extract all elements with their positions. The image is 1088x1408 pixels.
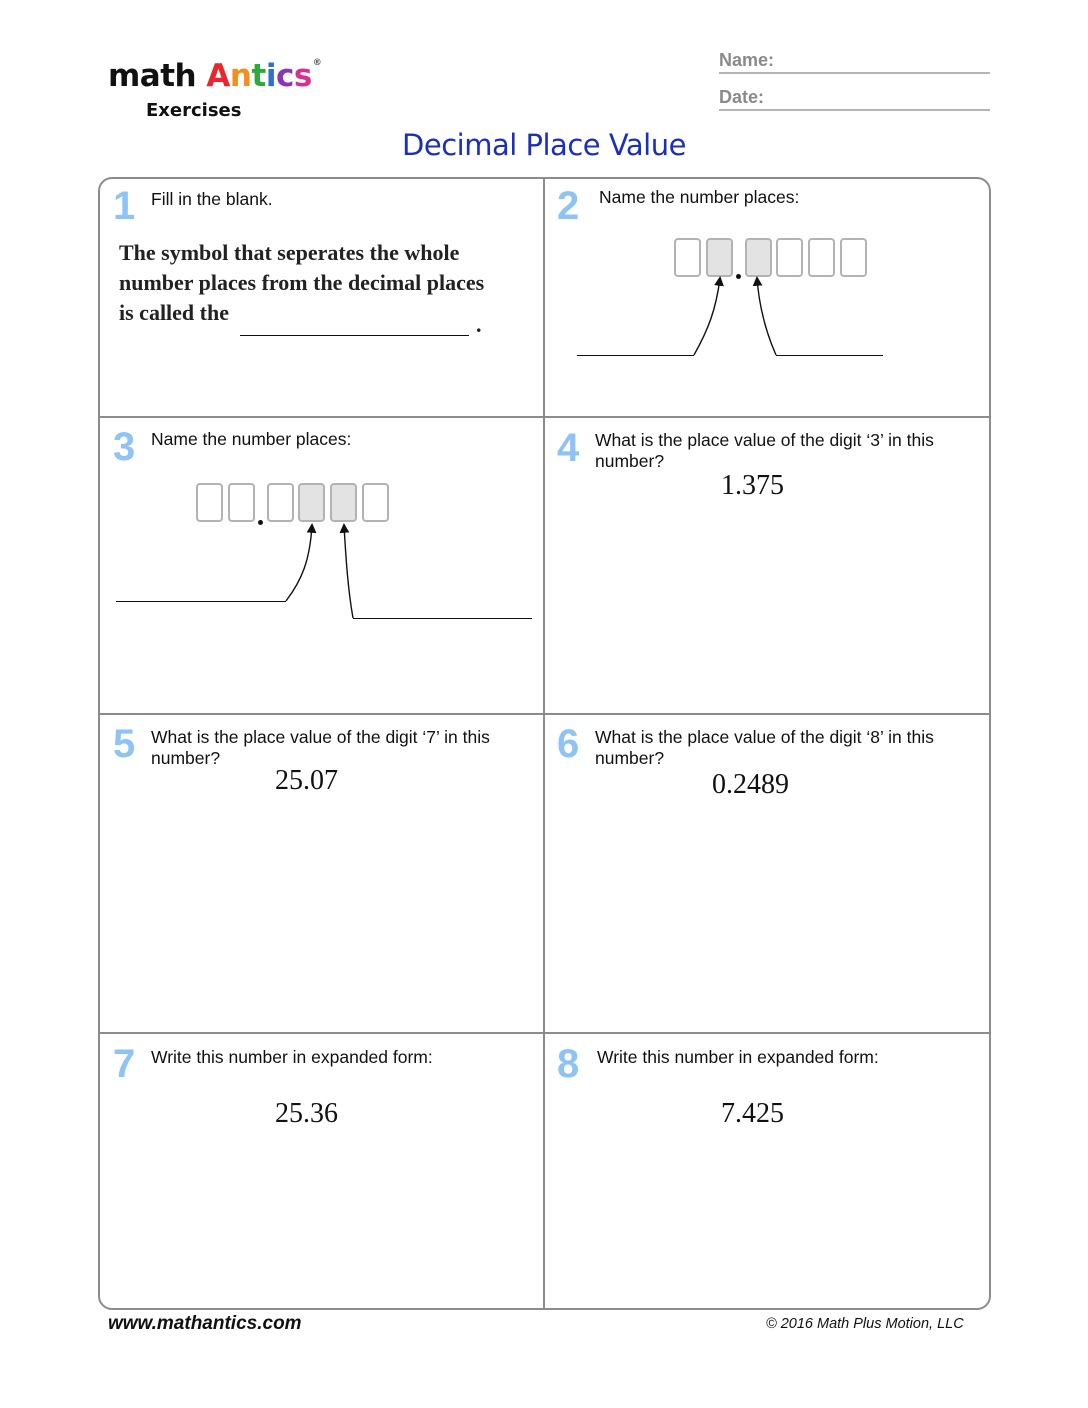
copyright-text: © 2016 Math Plus Motion, LLC (766, 1316, 964, 1332)
problem-7-prompt: Write this number in expanded form: (151, 1047, 433, 1067)
logo-letter: s (293, 58, 312, 94)
problem-5-number-value: 25.07 (275, 765, 338, 796)
page-title: Decimal Place Value (402, 128, 686, 162)
problem-8-number: 8 (557, 1042, 580, 1086)
problem-1-line-3: is called the (119, 300, 229, 325)
problem-1-prompt: Fill in the blank. (151, 189, 273, 209)
problem-1-line-2: number places from the decimal places (119, 270, 485, 295)
problem-2-number: 2 (557, 184, 580, 228)
problem-8-prompt: Write this number in expanded form: (597, 1047, 879, 1067)
logo-math-text: math (108, 58, 197, 94)
problem-7-number-value: 25.36 (275, 1098, 338, 1129)
registered-mark: ® (312, 58, 322, 68)
problem-4-prompt: What is the place value of the digit ‘3’ in this number? (595, 430, 934, 471)
problem-3-arrow-left (286, 525, 312, 601)
name-label: Name: (719, 50, 775, 70)
problem-4-number: 4 (557, 426, 580, 470)
problem-2-prompt: Name the number places: (599, 187, 800, 207)
problem-5-number: 5 (113, 722, 136, 766)
website-link[interactable]: www.mathantics.com (108, 1313, 302, 1334)
problem-8-number-value: 7.425 (721, 1098, 784, 1129)
problem-6-number: 6 (557, 722, 580, 766)
problem-5-prompt: What is the place value of the digit ‘7’ in this number? (151, 727, 490, 768)
problem-1-line-1: The symbol that seperates the whole (119, 240, 460, 265)
logo-letter: A (206, 58, 230, 94)
problem-6-prompt: What is the place value of the digit ‘8’ in this number? (595, 727, 934, 768)
problem-7-number: 7 (113, 1042, 136, 1086)
logo-letter: n (229, 58, 252, 94)
problem-1-period: . (476, 312, 482, 337)
problem-2-arrow-right (757, 278, 776, 355)
problem-3-number: 3 (113, 425, 136, 469)
problem-4-number-value: 1.375 (721, 470, 784, 501)
problem-6-number-value: 0.2489 (712, 769, 789, 800)
logo-letter: c (275, 58, 294, 94)
problem-3-arrow-right (344, 525, 353, 618)
date-label: Date: (719, 87, 765, 107)
problem-1-number: 1 (113, 184, 136, 228)
problem-3-prompt: Name the number places: (151, 429, 352, 449)
logo-letter: t (251, 58, 266, 94)
logo-letter: i (265, 58, 276, 94)
problem-2-arrow-left (694, 278, 720, 355)
logo-subtitle: Exercises (146, 100, 242, 121)
